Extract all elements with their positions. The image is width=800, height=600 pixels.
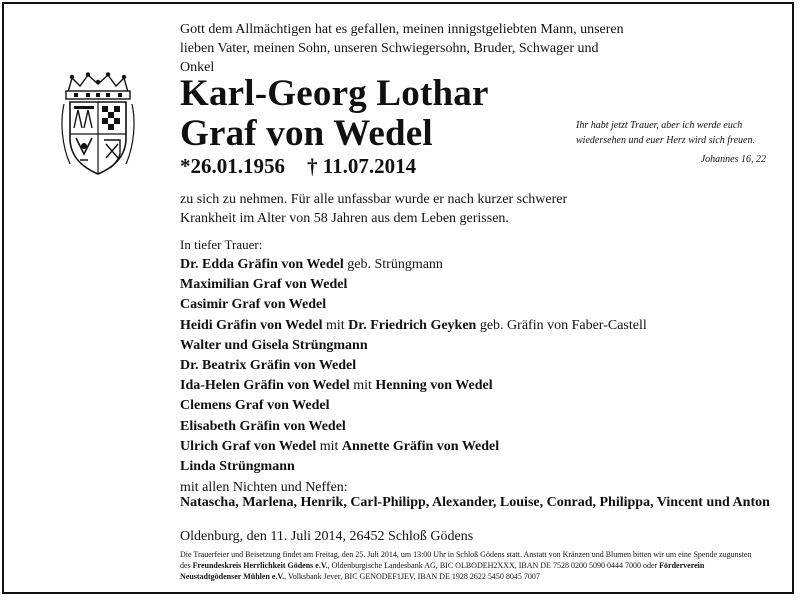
donation-org-1: Freundeskreis Herrlichkeit Gödens e.V. [192,561,328,570]
footer-text-3: , Volksbank Jever, BIC GENODEF1JEV, IBAN DE 1928 2622 5450 8045 7007 [284,572,540,581]
life-dates [180,154,438,178]
name-line-2: Graf von Wedel [180,113,433,154]
nieces-list: Natascha, Marlena, Henrik, Carl-Philipp, Alexander, Louise, Conrad, Philippa, Vincent und Anton [180,495,770,510]
mourner-row [180,417,780,437]
intro-text: Gott dem Allmächtigen hat es gefallen, meinen innigstgeliebten Mann, unseren lieben Vater, meinen Sohn, unseren Schwiegersohn, Bruder, Schwager und Onkel [180,22,624,75]
donation-org-2: Förderverein Neustadtgödenser Mühlen e.V. [180,561,705,581]
birth-date: *26.01.1956 [180,154,285,178]
quote-text: Ihr habt jetzt Trauer, aber ich werde euch wiedersehen und euer Herz wird sich freuen. [576,120,755,146]
mourner-suffix: geb. Gräfin von Faber-Castell [476,317,647,333]
obituary-notice [2,2,794,594]
nieces-label: mit allen Nichten und Neffen: [180,480,348,495]
footer-text-1: Die Trauerfeier und Beisetzung findet am Freitag, den 25. Juli 2014, um 13:00 Uhr in Schloß Gödens statt. Anstatt von Kränzen und Blumen bitten wir um eine Spende zugunsten des [180,550,752,570]
mourner-conjunction: mit [322,317,349,333]
mourner-partner: Dr. Friedrich Geyken [348,317,477,333]
mourner-name: Casimir Graf von Wedel [180,297,327,313]
mourner-conjunction: mit [349,378,376,394]
mourner-suffix: geb. Strüngmann [343,257,443,272]
mourners-list [180,255,780,477]
mourner-conjunction: mit [316,438,342,454]
place-and-date: Oldenburg, den 11. Juli 2014, 26452 Schloß Gödens [180,529,474,544]
mourner-row [180,316,780,336]
mourner-name: Heidi Gräfin von Wedel [180,317,323,333]
name-line-1: Karl-Georg Lothar [180,73,489,114]
mourner-row [180,457,780,477]
mourner-name: Dr. Edda Gräfin von Wedel [180,257,344,272]
body-text: zu sich zu nehmen. Für alle unfassbar wurde er nach kurzer schwerer Krankheit im Alter von 58 Jahren aus dem Leben gerissen. [180,192,568,226]
mourner-name: Ulrich Graf von Wedel [180,438,317,454]
mourner-row [180,295,780,315]
deceased-name [180,74,489,154]
mourner-partner: Annette Gräfin von Wedel [341,438,500,454]
coat-of-arms-icon [60,72,136,176]
mourner-name: Elisabeth Gräfin von Wedel [180,418,346,434]
mourner-row [180,437,780,457]
mourner-partner: Henning von Wedel [375,378,493,394]
quote-source: Johannes 16, 22 [700,154,766,165]
mourner-name: Walter und Gisela Strüngmann [180,337,368,353]
mourning-label: In tiefer Trauer: [180,237,263,252]
mourner-name: Linda Strüngmann [180,458,295,474]
footer-text-2: , Oldenburgische Landesbank AG, BIC OLBODEH2XXX, IBAN DE 7528 0200 5090 0444 7000 oder [327,561,660,570]
mourner-name: Clemens Graf von Wedel [180,398,330,414]
bible-quote [576,118,766,167]
mourner-name: Maximilian Graf von Wedel [180,277,348,293]
funeral-info [180,549,764,582]
mourner-row [180,356,780,376]
mourner-name: Ida-Helen Gräfin von Wedel [180,378,350,394]
mourner-name: Dr. Beatrix Gräfin von Wedel [180,357,357,373]
mourner-row [180,396,780,416]
mourner-row [180,336,780,356]
mourner-row [180,376,780,396]
mourner-row [180,275,780,295]
mourner-row [180,255,780,275]
death-date: † 11.07.2014 [307,154,417,178]
